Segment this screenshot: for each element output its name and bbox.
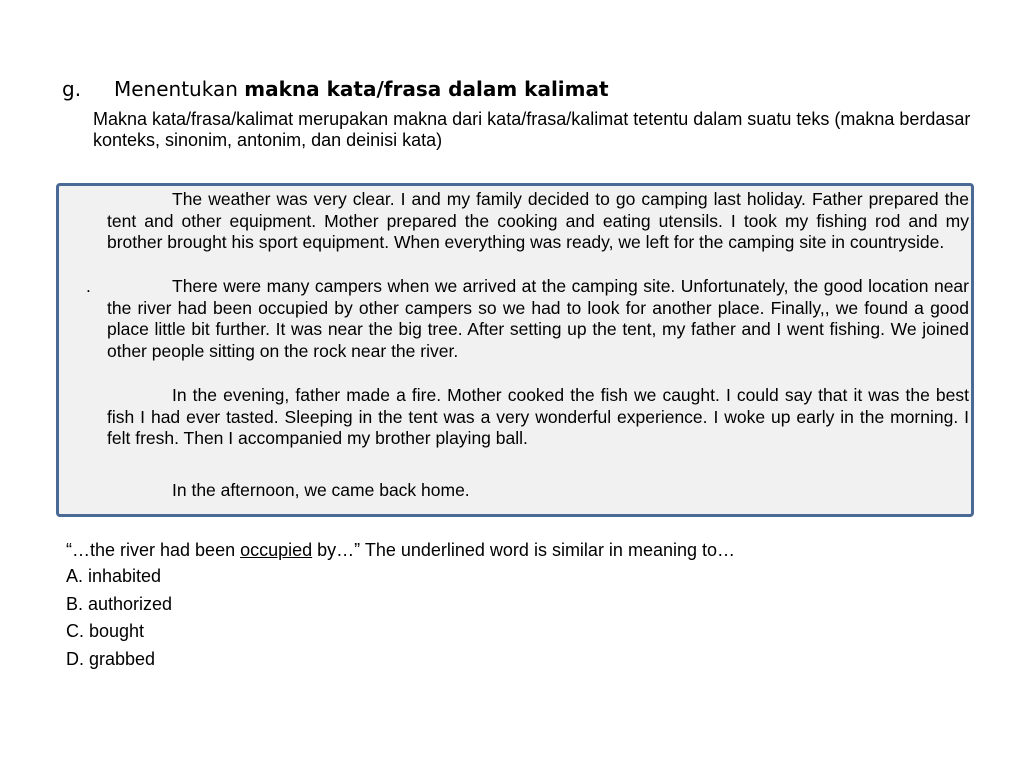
stray-mark: .	[86, 276, 91, 296]
heading-bold-topic: makna kata/frasa dalam kalimat	[244, 77, 609, 101]
option-d: D. grabbed	[66, 648, 156, 669]
reading-passage-box	[56, 183, 974, 517]
section-description: Makna kata/frasa/kalimat merupakan makna dari kata/frasa/kalimat tetentu dalam suatu teks (makna berdasar konteks, sinonim, antonim, dan deinisi kata)	[93, 109, 971, 150]
option-a: A. inhabited	[66, 566, 162, 586]
section-heading	[62, 76, 609, 102]
passage-paragraph-1: The weather was very clear. I and my family decided to go camping last holiday. Father prepared the tent and other equipment. Mother prepared the cooking and eating utensils. I took my fishing rod and my brother brought his sport equipment. When everything was ready, we left for the camping site in countryside.	[107, 189, 969, 252]
passage-paragraph-3: In the evening, father made a fire. Mother cooked the fish we caught. I could say that it was the best fish I had ever tasted. Sleeping in the tent was a very wonderful experience. I woke up early in the morning. I felt fresh. Then I accompanied my brother playing ball.	[107, 385, 969, 448]
question-before: “…the river had been	[66, 540, 241, 560]
question-underlined-word: occupied	[240, 540, 313, 560]
option-b: B. authorized	[66, 593, 173, 614]
passage-paragraph-4: In the afternoon, we came back home.	[172, 480, 470, 500]
answer-options	[66, 563, 172, 673]
section-letter: g.	[62, 77, 82, 101]
question-text	[66, 538, 735, 562]
heading-prefix: Menentukan	[114, 77, 245, 101]
passage-paragraph-2: There were many campers when we arrived at the camping site. Unfortunately, the good location near the river had been occupied by other campers so we had to look for another place. Finally,, we found a good place little bit further. It was near the big tree. After setting up the tent, my father and I went fishing. We joined other people sitting on the rock near the river.	[107, 276, 969, 361]
option-c: C. bought	[66, 621, 145, 641]
question-after: by…” The underlined word is similar in meaning to…	[312, 540, 736, 560]
